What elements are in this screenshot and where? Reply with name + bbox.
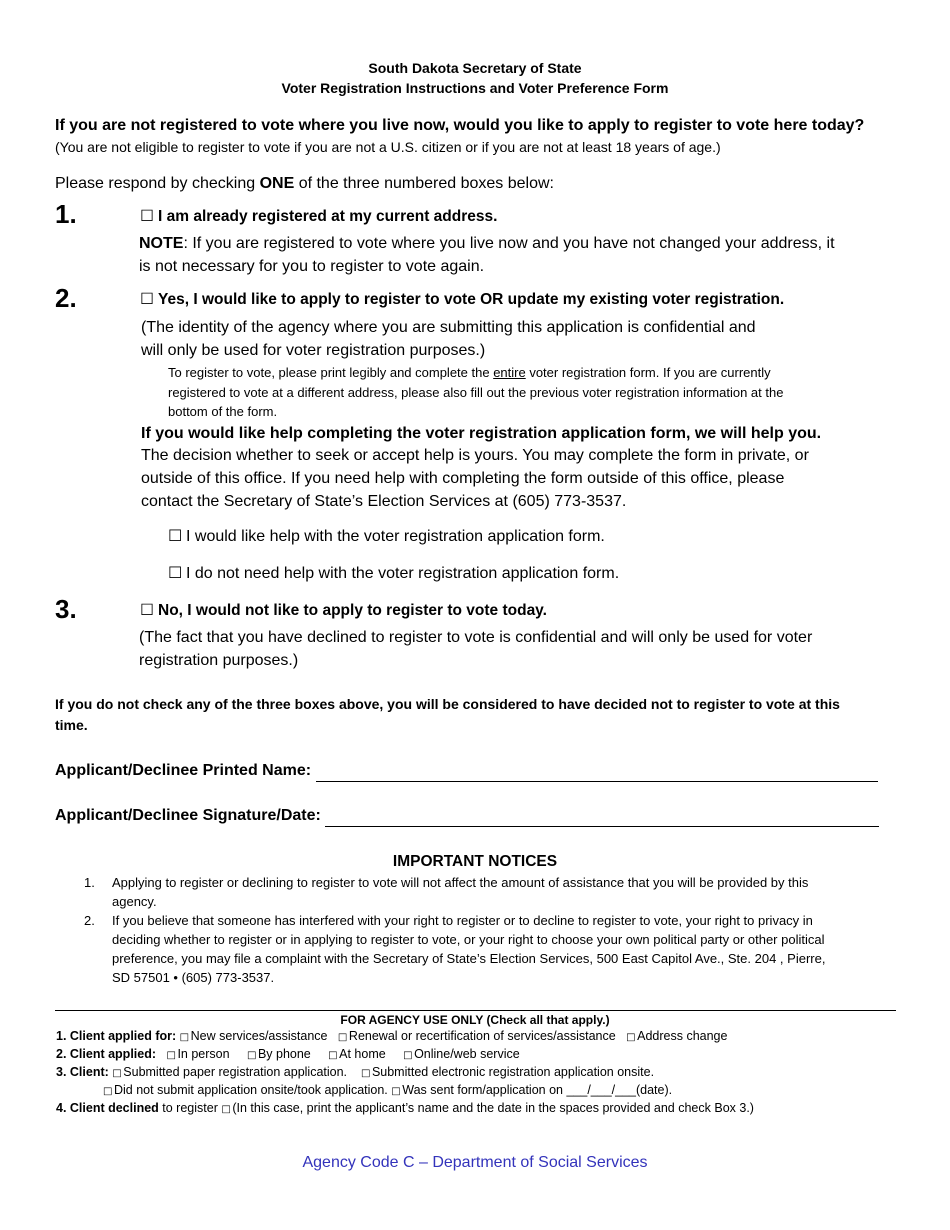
option1-row	[140, 205, 497, 228]
row2-opt2-checkbox[interactable]: □	[246, 1050, 257, 1061]
signature-field[interactable]	[325, 808, 879, 827]
agency-title: FOR AGENCY USE ONLY (Check all that apply.)	[340, 1013, 610, 1027]
notice-1-line1: Applying to register or declining to register to vote will not affect the amount of assistance that you will be provided by this	[112, 875, 809, 890]
option1-number: 1.	[55, 199, 77, 229]
agency-row2-label: 2. Client applied:	[56, 1047, 157, 1061]
row3-opt1-checkbox[interactable]: □	[112, 1068, 122, 1079]
respond-instruction: Please respond by checking ONE of the three numbered boxes below:	[55, 175, 554, 192]
option3-line1: (The fact that you have declined to register to vote is confidential and will only be used for voter	[139, 629, 813, 646]
printed-name-field[interactable]	[316, 763, 878, 782]
agency-row1: 1. Client applied for: □ New services/assistance □ Renewal or recertification of services/assistance □ Address change	[56, 1027, 727, 1047]
agency-row2: 2. Client applied: □ In person □ By phone □ At home □ Online/web service	[56, 1045, 520, 1065]
notice-1-num: 1.	[84, 875, 95, 890]
header-line1: South Dakota Secretary of State	[368, 60, 582, 76]
row1-opt3-checkbox[interactable]: □	[626, 1032, 636, 1043]
intro-question: If you are not registered to vote where you live now, would you like to apply to register to vote here today?	[55, 117, 865, 134]
option2-instructions: To register to vote, please print legibly and complete the entire voter registration form. If you are currently	[168, 365, 771, 380]
agency-row3b: □ Did not submit application onsite/took application. □ Was sent form/application on ___/___/___(date).	[103, 1081, 672, 1101]
option2-confidential-line1: (The identity of the agency where you are submitting this application is confidential and	[141, 319, 756, 336]
footer-agency-code: Agency Code C – Department of Social Services	[302, 1154, 648, 1171]
help-line2: outside of this office. If you need help with completing the form outside of this office, please	[141, 470, 785, 487]
option2-checkbox[interactable]: ☐	[140, 290, 154, 308]
row4-checkbox[interactable]: □	[221, 1104, 231, 1115]
notice-2-line1: If you believe that someone has interfered with your right to register or to decline to register to vote, your right to privacy in	[112, 913, 813, 928]
help-yes-label: I would like help with the voter registration application form.	[186, 528, 605, 545]
option3-checkbox[interactable]: ☐	[140, 601, 154, 619]
option1-label: I am already registered at my current address.	[158, 208, 498, 225]
row2-opt3-checkbox[interactable]: □	[328, 1050, 338, 1061]
option3-line2: registration purposes.)	[139, 652, 299, 669]
row3-opt2-checkbox[interactable]: □	[360, 1068, 371, 1079]
notice-2-num: 2.	[84, 913, 95, 928]
help-no-label: I do not need help with the voter registration application form.	[186, 565, 620, 582]
option1-note: NOTE: If you are registered to vote where you live now and you have not changed your address, it	[139, 235, 835, 252]
help-yes-checkbox[interactable]: ☐	[168, 526, 183, 545]
row1-opt2-checkbox[interactable]: □	[337, 1032, 348, 1043]
help-line1: The decision whether to seek or accept help is yours. You may complete the form in private, or	[141, 447, 809, 464]
agency-row3-label: 3. Client:	[56, 1065, 109, 1079]
option2-confidential-line2: will only be used for voter registration purposes.)	[141, 342, 486, 359]
notice-2-line3: preference, you may file a complaint with the Secretary of State’s Election Services, 500 East Capitol Ave., Ste. 204 , Pierre,	[112, 951, 826, 966]
agency-row3: 3. Client: □ Submitted paper registration application. □ Submitted electronic registration application onsite.	[56, 1063, 654, 1083]
printed-name-label: Applicant/Declinee Printed Name:	[55, 762, 312, 779]
agency-row1-label: 1. Client applied for:	[56, 1029, 177, 1043]
option2-number: 2.	[55, 283, 77, 313]
header-line2: Voter Registration Instructions and Voter Preference Form	[281, 80, 669, 96]
help-heading: If you would like help completing the voter registration application form, we will help you.	[141, 425, 822, 442]
option2-instructions-line2: registered to vote at a different address, please also fill out the previous voter registration information at the	[168, 385, 784, 400]
help-line3: contact the Secretary of State’s Election Services at (605) 773-3537.	[141, 493, 627, 510]
notice-2-line4: SD 57501 • (605) 773-3537.	[112, 970, 275, 985]
row3-opt4-checkbox[interactable]: □	[391, 1086, 401, 1097]
row2-opt4-checkbox[interactable]: □	[403, 1050, 413, 1061]
option1-note-line2: is not necessary for you to register to vote again.	[139, 258, 485, 275]
option2-row	[140, 288, 784, 311]
notice-2-line2: deciding whether to register or in applying to register to vote, or your right to choose your own political party or other political	[112, 932, 825, 947]
help-no-row	[168, 561, 619, 585]
printed-name-row	[55, 759, 878, 782]
warning-line1: If you do not check any of the three boxes above, you will be considered to have decided not to register to vote at this	[55, 696, 840, 712]
help-no-checkbox[interactable]: ☐	[168, 563, 183, 582]
notices-title: IMPORTANT NOTICES	[392, 853, 558, 870]
agency-row4: 4. Client declined to register □ (In this case, print the applicant’s name and the date in the spaces provided and check Box 3.)	[56, 1099, 754, 1119]
option3-label: No, I would not like to apply to register to vote today.	[158, 602, 547, 619]
intro-eligibility: (You are not eligible to register to vote if you are not a U.S. citizen or if you are not at least 18 years of age.)	[55, 139, 721, 155]
option1-checkbox[interactable]: ☐	[140, 207, 154, 225]
option3-number: 3.	[55, 594, 77, 624]
signature-row	[55, 804, 879, 827]
help-yes-row	[168, 524, 605, 548]
agency-row4-label: 4. Client declined	[56, 1101, 159, 1115]
row2-opt1-checkbox[interactable]: □	[166, 1050, 176, 1061]
notice-1-line2: agency.	[112, 894, 157, 909]
signature-label: Applicant/Declinee Signature/Date:	[55, 807, 321, 824]
row3-opt3-checkbox[interactable]: □	[103, 1086, 113, 1097]
option3-row	[140, 599, 547, 622]
option2-label: Yes, I would like to apply to register to vote OR update my existing voter registration.	[158, 291, 785, 308]
option2-instructions-line3: bottom of the form.	[168, 404, 278, 419]
row1-opt1-checkbox[interactable]: □	[179, 1032, 190, 1043]
warning-line2: time.	[55, 717, 88, 733]
